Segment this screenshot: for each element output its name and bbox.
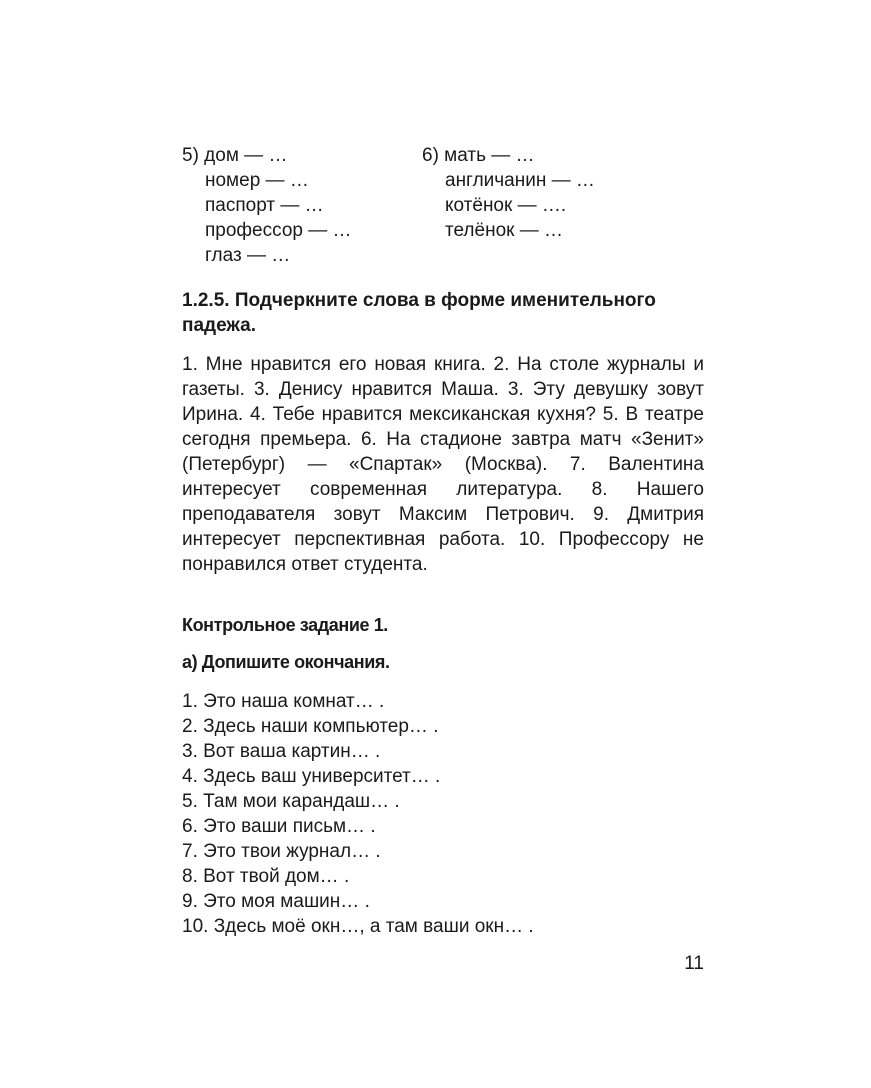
page-content [182,143,704,939]
exercise-heading: 1.2.5. Подчеркните слова в форме именительного падежа. [182,290,656,336]
right-column [422,143,704,268]
list-item: 10. Здесь моё окн…, а там ваши окн… . [182,916,534,937]
word-item: профессор — … [205,220,352,241]
list-item: 8. Вот твой дом… . [182,866,350,887]
list-item: 2. Здесь наши компьютер… . [182,716,439,737]
list-item: 6. Это ваши письм… . [182,816,376,837]
control-task-list [182,689,704,939]
left-column [182,143,422,268]
word-item: паспорт — … [205,195,324,216]
exercise-text: 1. Мне нравится его новая книга. 2. На столе журналы и газеты. 3. Денису нравится Маша. 3. Эту девушку зовут Ирина. 4. Тебе нравится мексиканская кухня? 5. В театре сегодня премьера. 6. На стадионе завтра матч «Зенит» (Петербург) — «Спартак» (Москва). 7. Валентина интересует современная литература. 8. Нашего преподавателя зовут Максим Петрович. 9. Дмитрия интересует перспективная работа. 10. Профессору не понравился ответ студента. [182,354,704,575]
word-item: котёнок — …. [445,195,567,216]
list-item: 5. Там мои карандаш… . [182,791,400,812]
list-item: 3. Вот ваша картин… . [182,741,381,762]
word-columns [182,143,704,268]
list-item: 7. Это твои журнал… . [182,841,381,862]
word-item: телёнок — … [445,220,564,241]
word-item: англичанин — … [445,170,595,191]
word-item: 5) дом — … [182,145,288,166]
page-number: 11 [684,953,704,974]
word-item: номер — … [205,170,309,191]
control-subtask: а) Допишите окончания. [182,652,390,672]
list-item: 9. Это моя машин… . [182,891,370,912]
list-item: 1. Это наша комнат… . [182,691,385,712]
control-task-title: Контрольное задание 1. [182,615,388,635]
word-item: 6) мать — … [422,145,535,166]
list-item: 4. Здесь ваш университет… . [182,766,441,787]
word-item: глаз — … [205,245,291,266]
